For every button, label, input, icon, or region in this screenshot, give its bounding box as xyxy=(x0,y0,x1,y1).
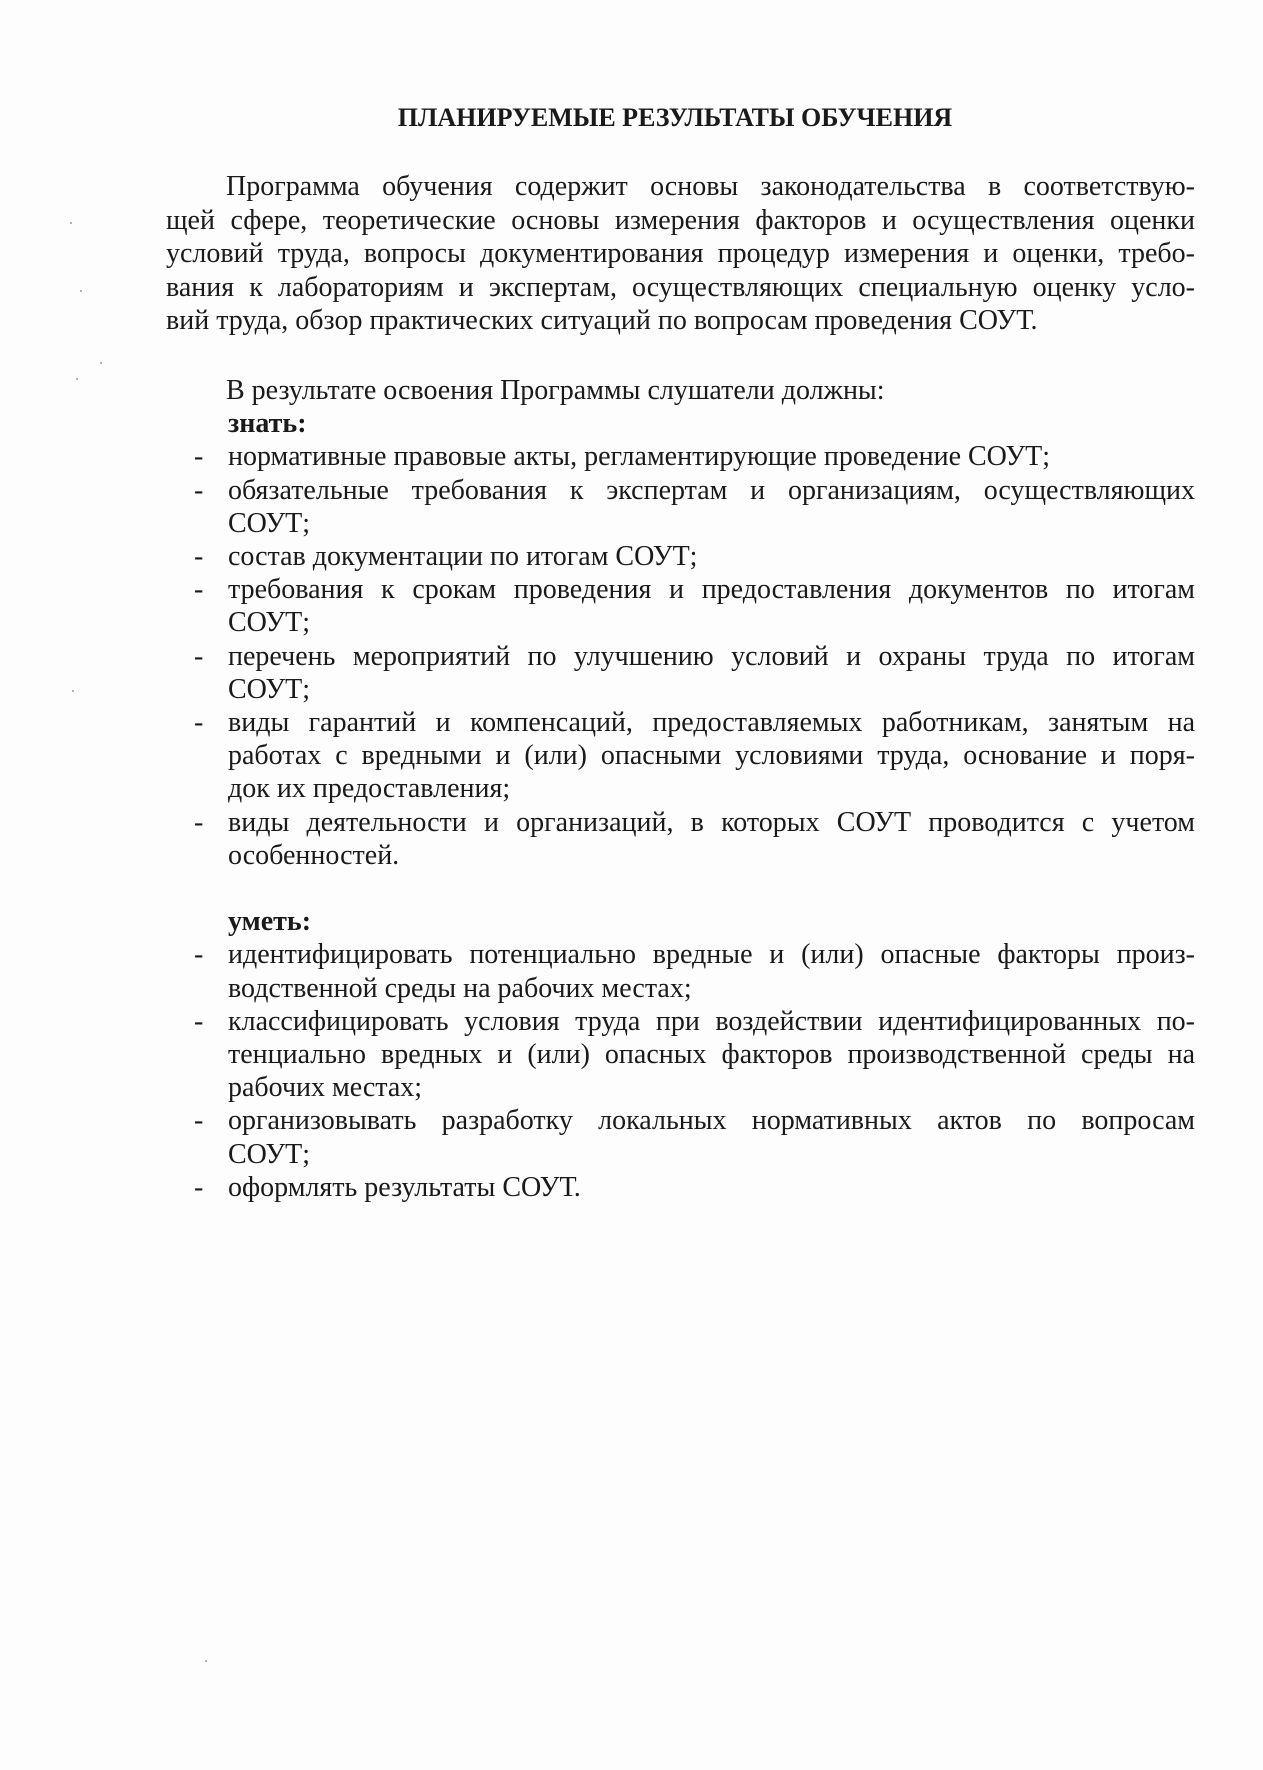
skills-list xyxy=(166,938,1195,1204)
bullet-dash: - xyxy=(194,707,204,739)
list-item-line: тенциально вредных и (или) опасных факторов производственной среды на xyxy=(228,1039,1195,1071)
list-item xyxy=(166,640,1195,706)
learning-results xyxy=(166,374,1195,1204)
intro-line: вания к лабораториям и экспертам, осуществляющих специальную оценку усло- xyxy=(166,271,1195,303)
scan-speck xyxy=(72,690,74,692)
list-item xyxy=(166,938,1195,1004)
know-list xyxy=(166,440,1195,872)
scan-speck xyxy=(205,1660,207,1662)
intro-line: Программа обучения содержит основы законодательства в соответствую- xyxy=(226,171,1195,202)
document-title: ПЛАНИРУЕМЫЕ РЕЗУЛЬТАТЫ ОБУЧЕНИЯ xyxy=(397,103,953,132)
bullet-dash: - xyxy=(194,541,204,573)
bullet-dash: - xyxy=(194,640,204,672)
scan-speck xyxy=(100,362,102,364)
list-item-line: док их предоставления; xyxy=(228,773,511,805)
list-item-line: идентифицировать потенциально вредные и (или) опасные факторы произ- xyxy=(228,939,1195,971)
intro-line: щей сфере, теоретические основы измерения факторов и осуществления оценки xyxy=(166,204,1195,236)
spacer xyxy=(166,872,1195,905)
list-item-line: работах с вредными и (или) опасными условиями труда, основание и поря- xyxy=(228,740,1195,772)
list-item xyxy=(166,573,1195,639)
list-item-line: обязательные требования к экспертам и организациям, осуществляющих xyxy=(228,474,1195,506)
scan-speck xyxy=(80,290,82,292)
results-lead: В результате освоения Программы слушатели должны: xyxy=(226,375,885,406)
list-item-line: виды деятельности и организаций, в которых СОУТ проводится с учетом xyxy=(228,806,1195,838)
list-item-line: особенностей. xyxy=(228,839,400,871)
list-item xyxy=(166,440,1195,473)
bullet-dash: - xyxy=(194,1105,204,1137)
list-item-line: СОУТ; xyxy=(228,1138,311,1170)
list-item xyxy=(166,1171,1195,1204)
bullet-dash: - xyxy=(194,1005,204,1037)
list-item-line: СОУТ; xyxy=(228,607,311,639)
list-item-line: СОУТ; xyxy=(228,507,311,539)
list-item-line: рабочих местах; xyxy=(228,1072,423,1104)
skills-label: уметь: xyxy=(228,906,312,938)
intro-line: вий труда, обзор практических ситуаций по вопросам проведения СОУТ. xyxy=(166,305,1038,336)
list-item-line: виды гарантий и компенсаций, предоставляемых работникам, занятым на xyxy=(228,707,1195,739)
scan-speck xyxy=(76,378,78,380)
list-item-line: состав документации по итогам СОУТ; xyxy=(228,541,698,573)
scan-speck xyxy=(70,222,72,224)
list-item-line: нормативные правовые акты, регламентирующие проведение СОУТ; xyxy=(228,441,1051,473)
list-item xyxy=(166,540,1195,573)
bullet-dash: - xyxy=(194,939,204,971)
bullet-dash: - xyxy=(194,1171,204,1203)
list-item-line: организовывать разработку локальных нормативных актов по вопросам xyxy=(228,1105,1195,1137)
list-item xyxy=(166,806,1195,872)
list-item-line: классифицировать условия труда при воздействии идентифицированных по- xyxy=(228,1005,1195,1037)
bullet-dash: - xyxy=(194,806,204,838)
list-item-line: требования к срокам проведения и предоставления документов по итогам xyxy=(228,574,1195,606)
bullet-dash: - xyxy=(194,574,204,606)
list-item xyxy=(166,1104,1195,1170)
list-item xyxy=(166,706,1195,806)
know-label: знать: xyxy=(228,408,307,440)
bullet-dash: - xyxy=(194,474,204,506)
list-item xyxy=(166,1005,1195,1105)
bullet-dash: - xyxy=(194,441,204,473)
list-item-line: водственной среды на рабочих местах; xyxy=(228,972,692,1004)
list-item xyxy=(166,474,1195,540)
intro-line: условий труда, вопросы документирования процедур измерения и оценки, требо- xyxy=(166,238,1195,269)
list-item-line: СОУТ; xyxy=(228,673,311,705)
list-item-line: перечень мероприятий по улучшению условий и охраны труда по итогам xyxy=(228,640,1195,672)
intro-paragraph xyxy=(166,170,1195,338)
list-item-line: оформлять результаты СОУТ. xyxy=(228,1171,581,1203)
